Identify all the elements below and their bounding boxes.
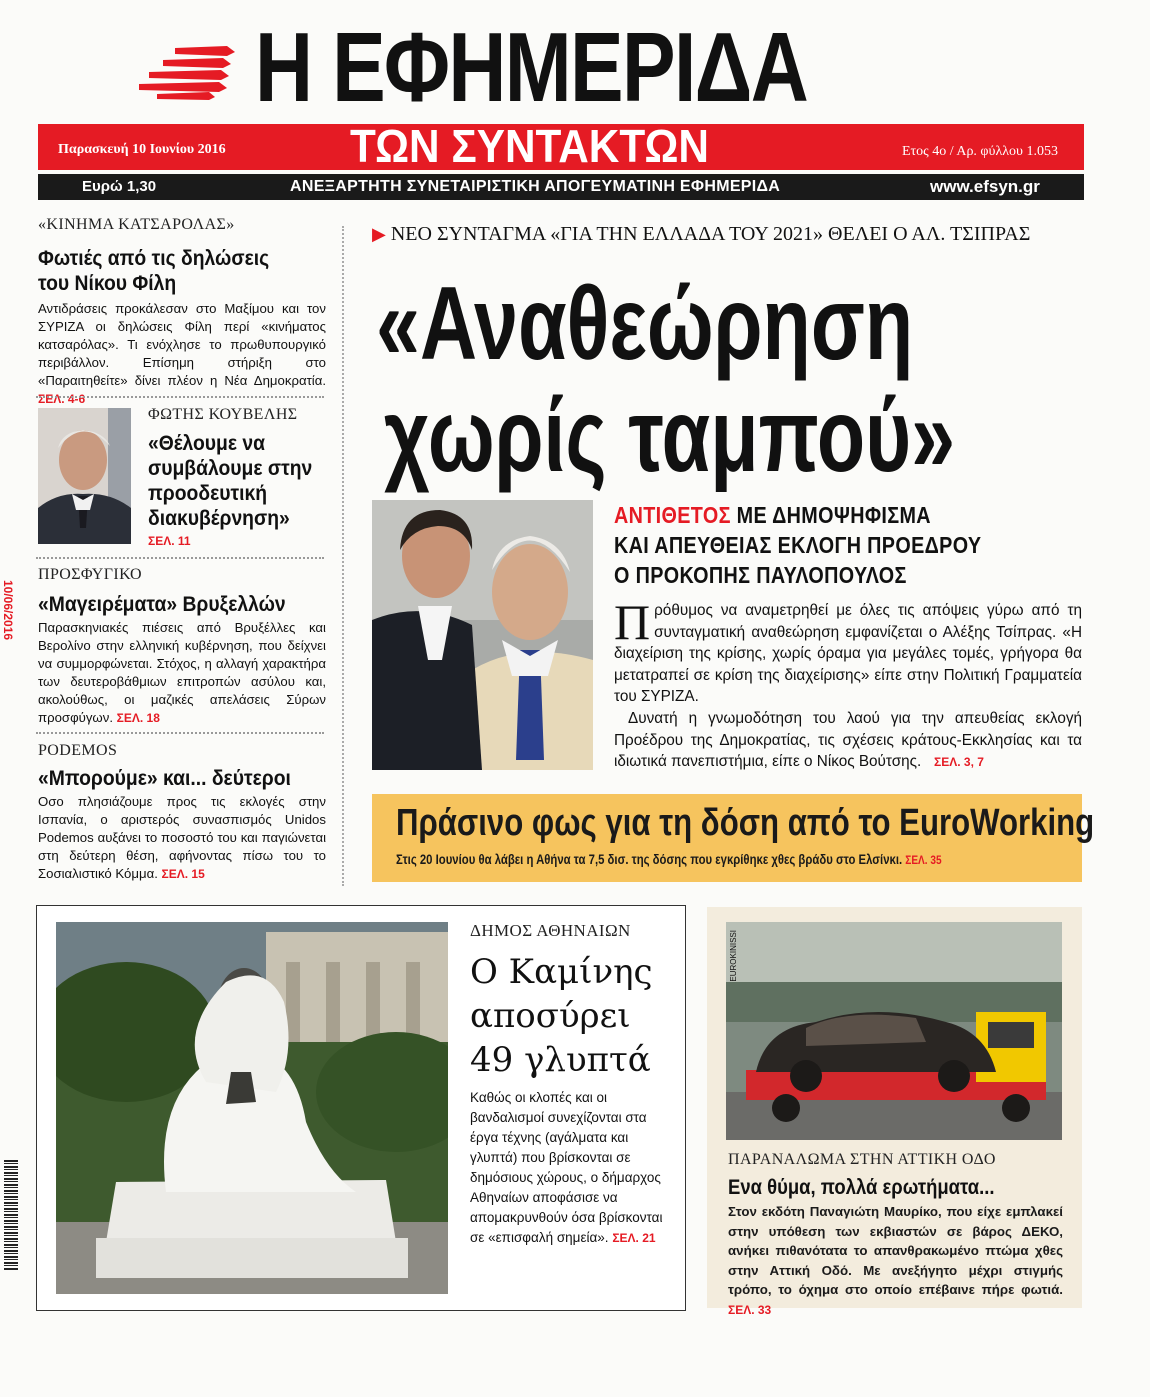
headline-line: προοδευτική — [148, 482, 268, 505]
story-body — [38, 300, 326, 408]
headline-line: συμβάλουμε στην — [148, 457, 313, 480]
website-link[interactable]: www.efsyn.gr — [930, 177, 1040, 196]
portrait-image — [38, 408, 131, 544]
kaminis-headline[interactable] — [470, 950, 653, 1082]
story-kicker: «ΚΙΝΗΜΑ ΚΑΤΣΑΡΟΛΑΣ» — [38, 216, 235, 233]
column-divider — [342, 226, 344, 886]
subhead-line2: ΚΑΙ ΑΠΕΥΘΕΙΑΣ ΕΚΛΟΓΗ ΠΡΟΕΔΡΟΥ — [614, 532, 982, 558]
tsipras-pavlopoulos-photo — [372, 500, 593, 770]
page-ref: ΣΕΛ. 11 — [148, 534, 191, 548]
main-kicker — [372, 223, 1030, 246]
story-kicker: ΔΗΜΟΣ ΑΘΗΝΑΙΩΝ — [470, 921, 631, 940]
photo-credit: EUROKINISSI — [729, 930, 738, 982]
yellow-headline: Πράσινο φως για τη δόση από το EuroWorking — [396, 802, 1095, 844]
subhead-red: ΑΝΤΙΘΕΤΟΣ — [614, 502, 731, 528]
dropcap: Π — [614, 594, 651, 650]
headline-line: Ο Καμίνης — [470, 952, 653, 992]
issue-number: Ετος 4ο / Αρ. φύλλου 1.053 — [902, 144, 1058, 159]
divider — [36, 557, 324, 559]
main-subhead — [614, 500, 981, 590]
attiki-headline[interactable]: Ενα θύμα, πολλά ερωτήματα... — [728, 1176, 995, 1199]
main-headline-line2[interactable]: χωρίς ταμπού» — [384, 378, 956, 494]
yellow-body-text: Στις 20 Ιουνίου θα λάβει η Αθήνα τα 7,5 δισ. της δόσης που εγκρίθηκε χθες βράδυ στο Ελσίνκι. — [396, 852, 903, 867]
headline-line: διακυβέρνηση» — [148, 507, 290, 530]
masthead-title: Η ΕΦΗΜΕΡΙΔΑ — [255, 12, 808, 122]
headline-line: Φωτιές από τις δηλώσεις — [38, 247, 270, 270]
divider — [36, 732, 324, 734]
story-headline[interactable] — [38, 592, 323, 617]
headline-line: «Θέλουμε να — [148, 432, 266, 455]
kouvelis-photo — [38, 408, 131, 544]
headline-line: «Μαγειρέματα» Βρυξελλών — [38, 593, 286, 616]
photo-image — [726, 922, 1062, 1140]
main-para1 — [614, 594, 1082, 708]
attiki-body — [728, 1202, 1063, 1320]
price: Ευρώ 1,30 — [82, 178, 157, 195]
issue-date: Παρασκευή 10 Ιουνίου 2016 — [58, 142, 226, 157]
story-kicker: ΦΩΤΗΣ ΚΟΥΒΕΛΗΣ — [148, 406, 298, 423]
logo-pens-icon — [135, 44, 235, 100]
burned-car-photo — [726, 922, 1062, 1140]
story-kicker: ΠΑΡΑΝΑΛΩΜΑ ΣΤΗΝ ΑΤΤΙΚΗ ΟΔΟ — [728, 1151, 996, 1168]
story-body — [38, 793, 326, 883]
main-para2 — [614, 708, 1082, 774]
para2-text: Δυνατή η γνωμοδότηση του λαού για την απευθείας εκλογή Προέδρου της Δημοκρατίας, τις σχέσεις κράτους-Εκκλησίας και τα ιδιωτικά πανεπιστήμια, είπε ο Νίκος Βούτσης. — [614, 709, 1082, 771]
main-headline-line1[interactable]: «Αναθεώρηση — [376, 266, 914, 382]
story-kicker: ΠΡΟΣΦΥΓΙΚΟ — [38, 566, 142, 583]
divider — [36, 396, 324, 398]
page-ref: ΣΕΛ. 4-6 — [38, 392, 86, 406]
play-triangle-icon: ▶ — [372, 224, 386, 244]
main-body — [614, 594, 1082, 774]
side-date-stamp: 10/06/2016 — [1, 580, 15, 641]
headline-line: «Μπορούμε» και... δεύτεροι — [38, 767, 291, 790]
story-body-text: Στον εκδότη Παναγιώτη Μαυρίκο, που είχε εμπλακεί στην υπόθεση των εκβιαστών σε βάρος ΔΕΚΟ, ανήκει πιθανότατα το απανθρακωμένο πτώμα χθες στην Αττική Οδό. Με ανεξήγητο μέχρι στιγμής τρόπο, το όχημα στο οποίο επέβαινε πήρε φωτιά. — [728, 1204, 1063, 1297]
subhead-rest: ΜΕ ΔΗΜΟΨΗΦΙΣΜΑ — [730, 502, 931, 528]
page-ref: ΣΕΛ. 15 — [161, 867, 205, 881]
tagline: ΑΝΕΞΑΡΤΗΤΗ ΣΥΝΕΤΑΙΡΙΣΤΙΚΗ ΑΠΟΓΕΥΜΑΤΙΝΗ ΕΦΗΜΕΡΙΔΑ — [290, 178, 781, 195]
headline-line: του Νίκου Φίλη — [38, 272, 177, 295]
story-body-text: Αντιδράσεις προκάλεσαν στο Μαξίμου και τον ΣΥΡΙΖΑ οι δηλώσεις Φίλη περί «κινήματος κατσαρόλας». Τι ενόχλησε το πρωθυπουργικό περιβάλλον. Επίσημη στήριξη στο «Παραιτηθείτε» δίνει πλέον η Νέα Δημοκρατία. — [38, 301, 326, 388]
story-body — [38, 619, 326, 727]
para1-text: ρόθυμος να αναμετρηθεί με όλες τις απόψεις γύρω από τη συνταγματική αναθεώρηση εμφανίζεται ο Αλέξης Τσίπρας. «Η διαχείριση της κρίσης, χωρίς όραμα για μεγάλες τομές, γρήγορα θα μετατραπεί σε κρίση της διαχείρισης» είπε στην Πολιτική Γραμματεία του ΣΥΡΙΖΑ. — [614, 602, 1082, 706]
page-ref: ΣΕΛ. 18 — [116, 711, 160, 725]
story-body-text: Οσο πλησιάζουμε προς τις εκλογές στην Ισπανία, ο αριστερός συνασπισμός Unidos Podemos αυξάνει το ποσοστό του και παγιώνεται στη δεύτερη θέση, αφήνοντας πίσω του το Σοσιαλιστικό Κόμμα. — [38, 794, 326, 881]
story-headline[interactable] — [148, 431, 332, 531]
headline-line: αποσύρει — [470, 996, 631, 1036]
page-ref: ΣΕΛ. 3, 7 — [934, 755, 984, 770]
page-ref: ΣΕΛ. 35 — [905, 853, 942, 867]
story-kicker: PODEMOS — [38, 742, 118, 759]
story-body-text: Καθώς οι κλοπές και οι βανδαλισμοί συνεχίζονται στα έργα τέχνης (αγάλματα και γλυπτά) που βρίσκονται σε δημόσιους χώρους, ο δήμαρχος Αθηναίων αποφάσισε να απομακρυνθούν όσα βρίσκονται σε «επισφαλή σημεία». — [470, 1090, 663, 1245]
page-ref: ΣΕΛ. 21 — [612, 1231, 656, 1245]
barcode-icon — [4, 1160, 18, 1270]
story-body-text: Παρασκηνιακές πιέσεις από Βρυξέλλες και Βερολίνο στην ελληνική κυβέρνηση, που δείχνει να συμμορφώνεται. Στόχος, η αλλαγή χαρακτήρα των δευτεροβάθμιων επιτροπών ασύλου και, ακολούθως, οι μαζικές απελάσεις Σύρων προσφύγων. — [38, 620, 326, 725]
subhead-line1 — [614, 500, 981, 530]
photo-image — [372, 500, 593, 770]
statue-photo — [56, 922, 448, 1294]
photo-image — [56, 922, 448, 1294]
headline-line: 49 γλυπτά — [470, 1040, 651, 1080]
story-headline[interactable] — [38, 766, 323, 791]
page-ref: ΣΕΛ. 33 — [728, 1302, 772, 1317]
masthead-subtitle: ΤΩΝ ΣΥΝΤΑΚΤΩΝ — [350, 120, 709, 172]
kaminis-body — [470, 1088, 675, 1248]
story-headline[interactable] — [38, 246, 323, 296]
main-kicker-text: ΝΕΟ ΣΥΝΤΑΓΜΑ «ΓΙΑ ΤΗΝ ΕΛΛΑΔΑ ΤΟΥ 2021» ΘΕΛΕΙ Ο ΑΛ. ΤΣΙΠΡΑΣ — [390, 223, 1031, 245]
subhead-line3: Ο ΠΡΟΚΟΠΗΣ ΠΑΥΛΟΠΟΥΛΟΣ — [614, 562, 907, 588]
yellow-body — [396, 852, 942, 867]
